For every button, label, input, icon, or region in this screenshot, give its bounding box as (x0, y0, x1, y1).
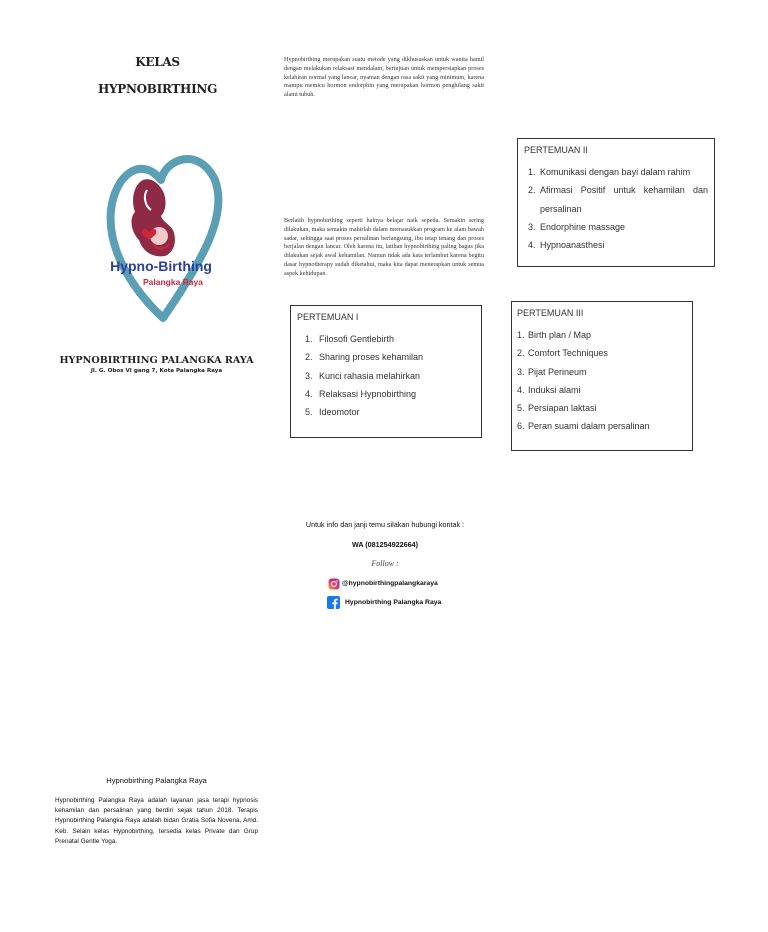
pertemuan-3-list (517, 326, 686, 436)
practice-paragraph: Berlatih hypnobirthing seperti halnya belajar naik sepeda. Semakin sering dilakukan, maka semakin mahirlah dalam memasukkan program ke alam bawah sadar, sehingga saat proses persalinan berlangsung, ibu tetap tenang dan proses berjalan dengan lancar. Oleh karena itu, latihan hypnobirthing paling bagus jika dilakukan sejak awal kehamilan. Namun tidak ada kata terlambut karena begitu dasar hypnotherapy sudah diketahui, maka kita dapat menerapkan untuk semua aspek kehidupan. (284, 217, 484, 277)
pertemuan-2-title: PERTEMUAN II (524, 145, 588, 155)
title-kelas: KELAS (135, 55, 180, 69)
facebook-link[interactable] (327, 595, 487, 609)
list-item: 2. Afirmasi Positif untuk kehamilan dan persalinan (528, 185, 708, 214)
org-address: Jl. G. Obos VI gang 7, Kota Palangka Raya (90, 368, 223, 374)
box-pertemuan-3 (511, 301, 693, 451)
instagram-icon (328, 577, 340, 589)
box-pertemuan-1 (290, 305, 482, 438)
pertemuan-1-title: PERTEMUAN I (297, 312, 359, 322)
list-item: 3. Pijat Perineum (517, 366, 587, 377)
instagram-handle: @hypnobirthingpalangkaraya (342, 579, 438, 587)
list-item: 5. Ideomotor (305, 407, 360, 418)
list-item: 4. Hypnoanasthesi (528, 240, 605, 251)
facebook-icon (327, 596, 340, 609)
list-item: 1. Komunikasi dengan bayi dalam rahim (528, 167, 691, 177)
list-item: 1. Filosofi Gentlebirth (305, 334, 395, 344)
facebook-page-name: Hypnobirthing Palangka Raya (345, 598, 442, 606)
contact-intro: Untuk info dan janji temu silakan hubungi kontak : (305, 520, 465, 529)
box-pertemuan-2 (517, 138, 715, 267)
title-hypnobirthing: HYPNOBIRTHING (97, 82, 218, 96)
pertemuan-1-list (297, 330, 475, 421)
list-item: 2. Sharing proses kehamilan (305, 352, 424, 363)
instagram-link[interactable] (328, 576, 488, 590)
pertemuan-2-list (524, 163, 708, 254)
intro-paragraph: Hypnobirthing merupakan suatu metode yang dikhususkan untuk wanita hamil dengan melakukan relaksasi mendalam, bertujuan untuk mempersiapkan proses kelahiran normal yang lancar, nyaman dengan rasa sakit yang minimum, karena mampu memicu hormon endorphin yang merupakan hormon penghilang sakit alami tubuh. (284, 56, 484, 99)
list-item: 3. Endorphine massage (528, 221, 626, 232)
about-title: Hypnobirthing Palangka Raya (106, 776, 207, 785)
pertemuan-3-title: PERTEMUAN III (517, 308, 584, 318)
list-item: 4. Relaksasi Hypnobirthing (305, 388, 417, 399)
list-item: 1. Birth plan / Map (517, 330, 592, 340)
logo-text-main: Hypno-Birthing (110, 258, 212, 274)
follow-label: Follow : (371, 559, 399, 568)
whatsapp-number[interactable]: WA (081254922664) (351, 540, 419, 549)
about-text: Hypnobirthing Palangka Raya adalah layanan jasa terapi hypnosis kehamilan dan persalinan yang berdiri sejak tahun 2018. Terapis Hypnobirthing Palangka Raya adalah bidan Gratia Sofia Novena, Amd. Keb. Selain kelas Hypnobirthing, tersedia kelas Private dan Grup Prenatal Gentle Yoga. (55, 797, 258, 845)
logo-text-sub: Palangka Raya (142, 277, 204, 287)
org-name: HYPNOBIRTHING PALANGKA RAYA (59, 355, 254, 366)
hypnobirthing-logo (103, 140, 223, 330)
list-item: 3. Kunci rahasia melahirkan (305, 370, 421, 381)
list-item: 4. Induksi alami (517, 384, 581, 395)
list-item: 2. Comfort Techniques (517, 348, 608, 359)
list-item: 5. Persiapan laktasi (517, 403, 597, 414)
list-item: 6. Peran suami dalam persalinan (517, 421, 650, 432)
